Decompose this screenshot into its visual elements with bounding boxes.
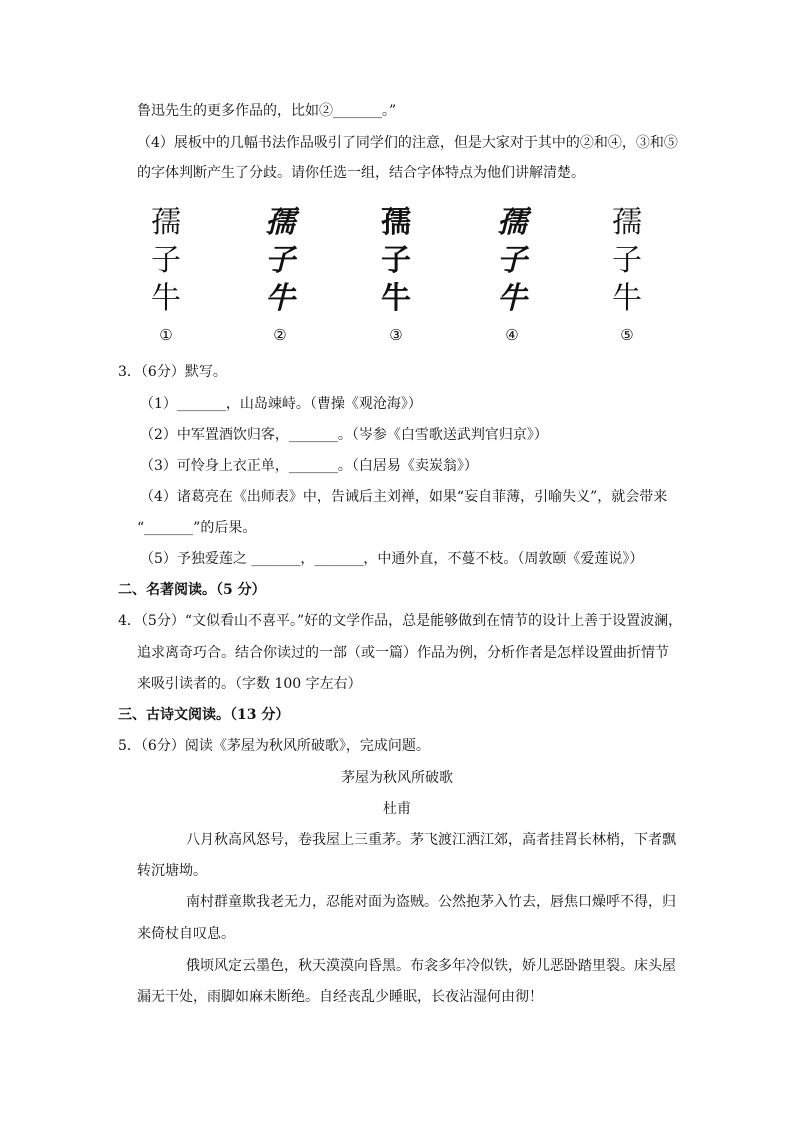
calligraphy-number: ① <box>159 326 173 344</box>
poem-para-2-line-1: 南村群童欺我老无力，忍能对面为盗贼。公然抱茅入竹去，唇焦口燥呼不得，归 <box>186 894 676 910</box>
calligraphy-char: 孺 <box>151 205 181 240</box>
q4-line-2: 追求离奇巧合。结合你读过的一部（或一篇）作品为例，分析作者是怎样设置曲折情节 <box>137 645 669 661</box>
poem-para-3-line-1: 俄顷风定云墨色，秋天漠漠向昏黑。布衾多年冷似铁，娇儿恶卧踏里裂。床头屋 <box>186 958 676 974</box>
calligraphy-char: 孺 <box>612 205 642 240</box>
q3-item-3: （3）可怜身上衣正单，_______。（白居易《卖炭翁》） <box>140 458 478 474</box>
poem-title: 茅屋为秋风所破歌 <box>341 770 453 786</box>
poem-para-2-line-2: 来倚杖自叹息。 <box>137 926 235 942</box>
calligraphy-sample-3 <box>366 204 426 318</box>
q3-item-4-cont: “_______”的后果。 <box>137 520 257 536</box>
calligraphy-char: 子 <box>265 244 295 277</box>
section-2-heading: 二、名著阅读。（5 分） <box>118 582 266 598</box>
calligraphy-sample-1 <box>136 204 196 318</box>
calligraphy-char: 孺 <box>265 206 295 239</box>
calligraphy-number: ② <box>273 326 287 344</box>
q4-line-1: 4．（5分）“文似看山不喜平。”好的文学作品，总是能够做到在情节的设计上善于设置波澜， <box>118 613 683 629</box>
poem-para-1-line-2: 转沉塘坳。 <box>137 863 207 879</box>
calligraphy-char: 子 <box>497 243 527 278</box>
q3-item-2: （2）中军置酒饮归客，_______。（岑参《白雪歌送武判官归京》） <box>140 427 548 443</box>
poem-para-1-line-1: 八月秋高风怒号，卷我屋上三重茅。茅飞渡江洒江郊，高者挂罥长林梢，下者飘 <box>186 832 676 848</box>
q4-line-3: 来吸引读者的。（字数 100 字左右） <box>137 676 362 692</box>
calligraphy-number: ④ <box>505 326 519 344</box>
q2-part4-line1: （4）展板中的几幅书法作品吸引了同学们的注意，但是大家对于其中的②和④，③和⑤ <box>137 135 678 151</box>
calligraphy-char: 子 <box>381 244 411 277</box>
calligraphy-number: ⑤ <box>620 326 634 344</box>
q3-item-5: （5）予独爱莲之 _______，_______，中通外直，不蔓不枝。（周敦颐《爱莲说》） <box>140 551 644 567</box>
poem-para-3-line-2: 漏无干处，雨脚如麻未断绝。自经丧乱少睡眠，长夜沾湿何由彻！ <box>137 989 543 1005</box>
q5-title: 5．（6分）阅读《茅屋为秋风所破歌》，完成问题。 <box>118 738 430 754</box>
calligraphy-char: 子 <box>612 243 642 278</box>
q3-item-4: （4）诸葛亮在《出师表》中，告诫后主刘禅，如果“妄自菲薄，引喻失义”，就会带来 <box>140 489 668 505</box>
calligraphy-sample-4 <box>482 204 542 318</box>
section-3-heading: 三、古诗文阅读。（13 分） <box>118 707 290 723</box>
calligraphy-char: 牛 <box>381 282 411 315</box>
calligraphy-char: 牛 <box>151 281 181 316</box>
calligraphy-sample-5 <box>597 204 657 318</box>
calligraphy-sample-2 <box>250 204 310 318</box>
poem-author: 杜甫 <box>383 801 411 817</box>
q2-part4-line2: 的字体判断产生了分歧。请你任选一组，结合字体特点为他们讲解清楚。 <box>137 165 585 181</box>
calligraphy-number: ③ <box>389 326 403 344</box>
calligraphy-char: 牛 <box>612 281 642 316</box>
calligraphy-char: 孺 <box>497 205 527 240</box>
calligraphy-char: 孺 <box>381 206 411 239</box>
q3-item-1: （1）_______，山岛竦峙。（曹操《观沧海》） <box>140 396 422 412</box>
calligraphy-char: 牛 <box>497 281 527 316</box>
calligraphy-char: 子 <box>151 243 181 278</box>
q3-title: 3．（6分）默写。 <box>118 364 227 380</box>
calligraphy-char: 牛 <box>265 282 295 315</box>
q2-line-top: 鲁迅先生的更多作品的，比如②_______。” <box>137 103 397 119</box>
